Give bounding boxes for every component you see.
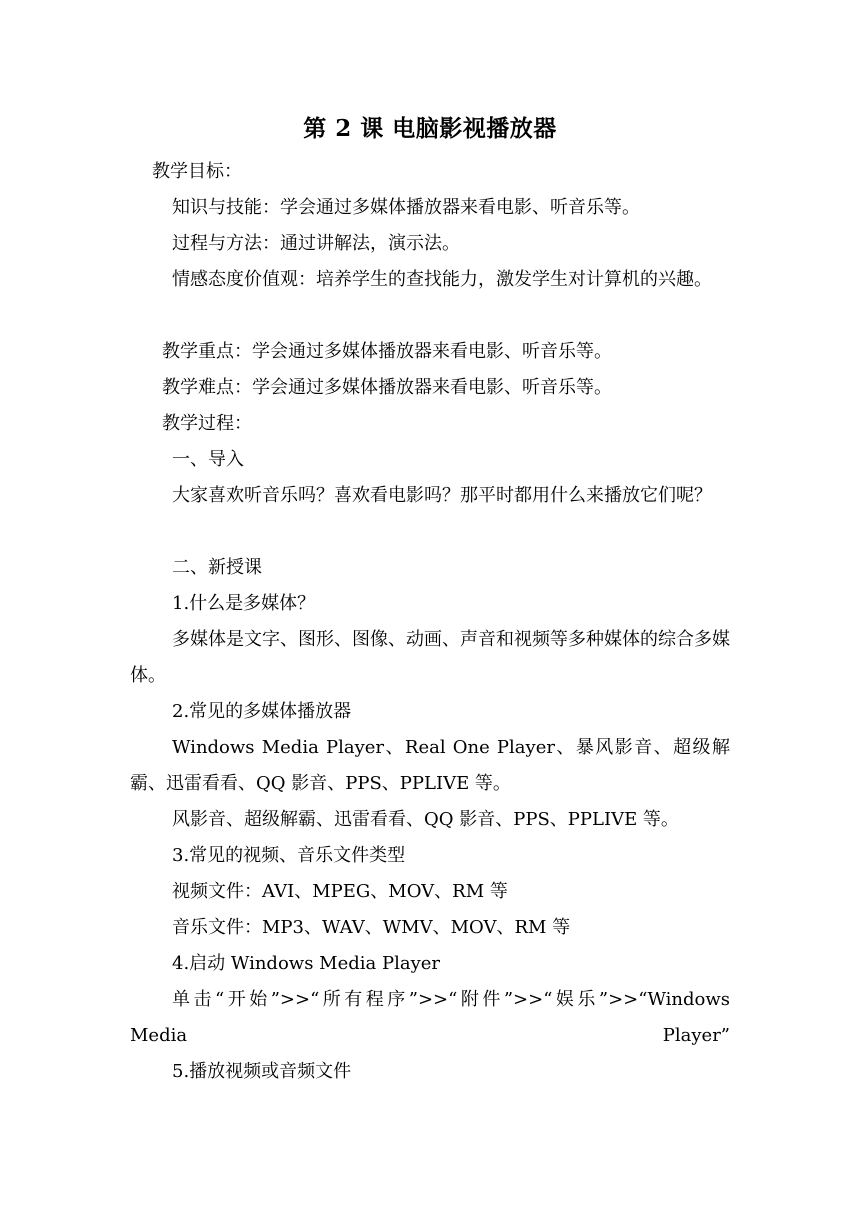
paragraph-audio-files: 音乐文件：MP3、WAV、WMV、MOV、RM 等 <box>172 917 571 938</box>
subheading-common-players: 2.常见的多媒体播放器 <box>172 701 352 722</box>
section-heading-new-lesson: 二、新授课 <box>172 557 262 578</box>
paragraph-key-point: 教学重点：学会通过多媒体播放器来看电影、听音乐等。 <box>162 341 612 362</box>
subheading-file-types: 3.常见的视频、音乐文件类型 <box>172 845 406 866</box>
paragraph-intro-question: 大家喜欢听音乐吗？喜欢看电影吗？那平时都用什么来播放它们呢？ <box>172 485 712 506</box>
paragraph-player-list-repeat: 风影音、超级解霸、迅雷看看、QQ 影音、PPS、PPLIVE 等。 <box>172 809 679 830</box>
subheading-launch-wmp: 4.启动 Windows Media Player <box>172 953 440 974</box>
paragraph-knowledge-skills: 知识与技能：学会通过多媒体播放器来看电影、听音乐等。 <box>172 197 640 218</box>
subheading-play-files: 5.播放视频或音频文件 <box>172 1061 352 1082</box>
paragraph-video-files: 视频文件：AVI、MPEG、MOV、RM 等 <box>172 881 508 902</box>
paragraph-launch-steps: 单击“开始”>>“所有程序”>>“附件”>>“娱乐”>>“Windows Media Player” <box>130 989 730 1046</box>
paragraph-player-list: Windows Media Player、Real One Player、暴风影音、超级解霸、迅雷看看、QQ 影音、PPS、PPLIVE 等。 <box>130 737 730 794</box>
subheading-what-is-multimedia: 1.什么是多媒体？ <box>172 593 316 614</box>
paragraph-teaching-goals: 教学目标： <box>152 161 242 182</box>
paragraph-difficult-point: 教学难点：学会通过多媒体播放器来看电影、听音乐等。 <box>162 377 612 398</box>
paragraph-process-method: 过程与方法：通过讲解法，演示法。 <box>172 233 460 254</box>
page-title: 第 2 课 电脑影视播放器 <box>303 115 557 142</box>
section-heading-intro: 一、导入 <box>172 449 244 470</box>
paragraph-attitude-values: 情感态度价值观：培养学生的查找能力，激发学生对计算机的兴趣。 <box>172 269 712 290</box>
paragraph-multimedia-definition: 多媒体是文字、图形、图像、动画、声音和视频等多种媒体的综合多媒体。 <box>130 629 730 686</box>
paragraph-teaching-process: 教学过程： <box>162 413 252 434</box>
